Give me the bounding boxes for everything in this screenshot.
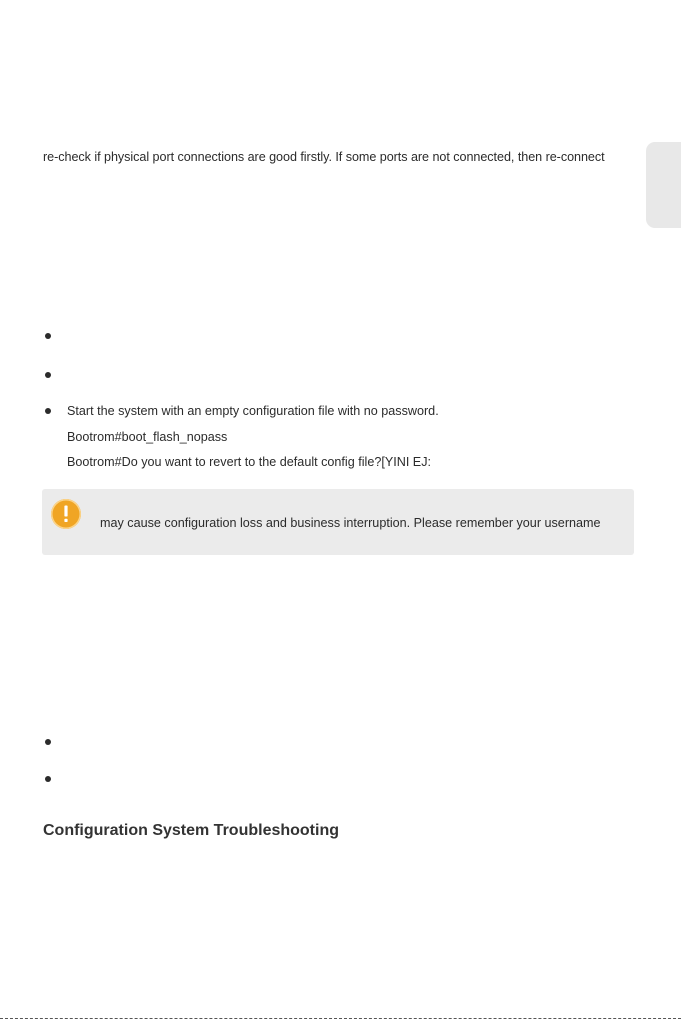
bullet-dot [45, 776, 51, 782]
bullet-dot [45, 739, 51, 745]
section-heading: Configuration System Troubleshooting [43, 822, 339, 839]
bullet-text: Start the system with an empty configuration file with no password. [67, 404, 439, 418]
caution-notice [42, 489, 634, 555]
page-bottom-divider [0, 1018, 681, 1019]
intro-paragraph-line: re-check if physical port connections are good firstly. If some ports are not connected, then re-connect [43, 150, 605, 164]
code-line-boot-command: Bootrom#boot_flash_nopass [67, 430, 228, 444]
code-line-revert-prompt: Bootrom#Do you want to revert to the default config file?[YINI EJ: [67, 455, 432, 469]
bullet-dot [45, 408, 51, 414]
bullet-dot [45, 372, 51, 378]
bullet-dot [45, 333, 51, 339]
side-tab [646, 142, 681, 228]
caution-text: may cause configuration loss and business interruption. Please remember your username [100, 516, 601, 530]
exclamation-warning-icon [51, 499, 81, 529]
